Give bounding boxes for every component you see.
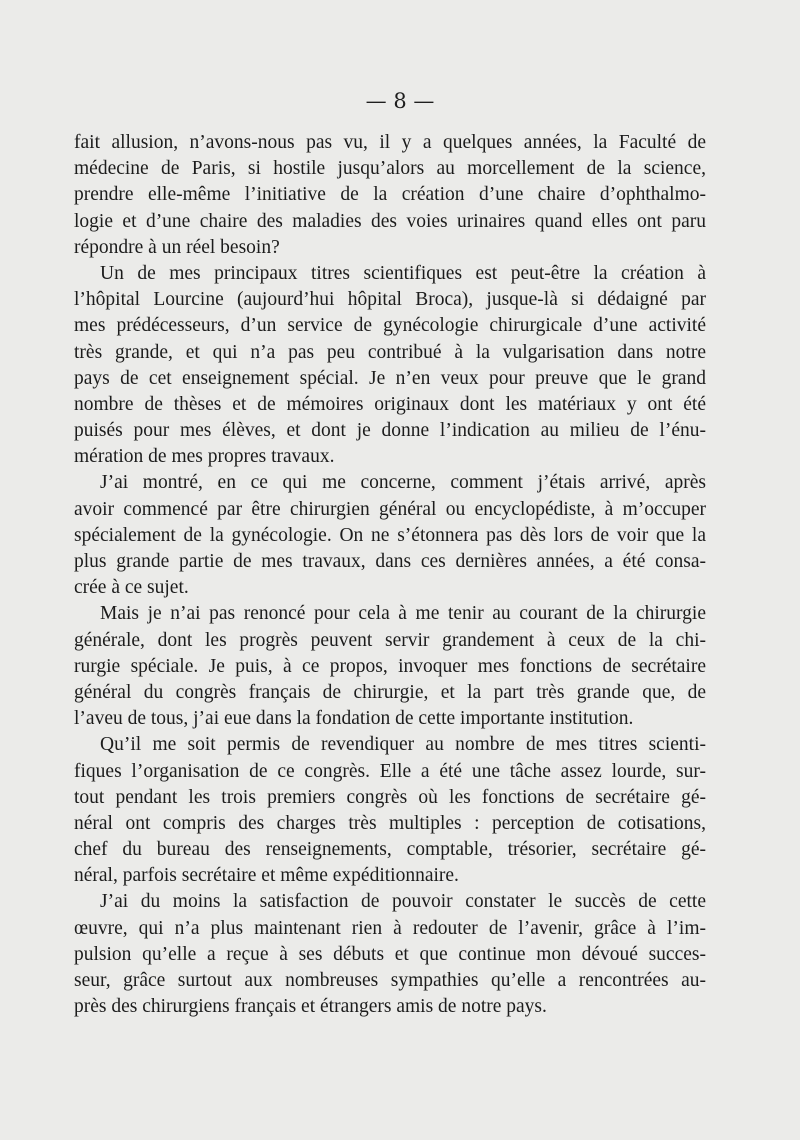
text-line: J’ai du moins la satisfaction de pouvoir constater le succès de cette [100, 891, 706, 913]
paragraph [74, 261, 706, 471]
text-line: répondre à un réel besoin? [74, 236, 280, 258]
text-line: néral, parfois secrétaire et même expéditionnaire. [74, 865, 459, 887]
text-line: Qu’il me soit permis de revendiquer au nombre de mes titres scienti- [100, 734, 706, 756]
text-line: général du congrès français de chirurgie, et la part très grande que, de [74, 681, 706, 703]
text-line: nombre de thèses et de mémoires originaux dont les matériaux y ont été [74, 393, 706, 415]
text-line: l’hôpital Lourcine (aujourd’hui hôpital Broca), jusque-là si dédaigné par [74, 289, 706, 311]
text-line: seur, grâce surtout aux nombreuses sympathies qu’elle a rencontrées au- [74, 970, 706, 991]
paragraph [74, 889, 706, 1020]
text-line: logie et d’une chaire des maladies des voies urinaires quand elles ont paru [74, 210, 706, 232]
text-line: J’ai montré, en ce qui me concerne, comment j’étais arrivé, après [100, 472, 706, 494]
text-line: crée à ce sujet. [74, 577, 189, 599]
paragraph [74, 130, 706, 261]
text-line: fait allusion, n’avons-nous pas vu, il y a quelques années, la Faculté de [74, 132, 706, 153]
text-line: fiques l’organisation de ce congrès. Elle a été une tâche assez lourde, sur- [74, 760, 706, 782]
text-line: très grande, et qui n’a pas peu contribué à la vulgarisation dans notre [74, 341, 706, 363]
text-line: avoir commencé par être chirurgien général ou encyclopédiste, à m’occuper [74, 498, 706, 520]
paragraph [74, 470, 706, 601]
page-number: — 8 — [365, 89, 435, 113]
text-line: pulsion qu’elle a reçue à ses débuts et que continue mon dévoué succes- [74, 943, 706, 965]
text-line: près des chirurgiens français et étrangers amis de notre pays. [74, 996, 547, 1018]
text-line: générale, dont les progrès peuvent servir grandement à ceux de la chi- [74, 629, 706, 651]
text-line: mération de mes propres travaux. [74, 446, 335, 468]
text-line: puisés pour mes élèves, et dont je donne l’indication au milieu de l’énu- [74, 420, 706, 442]
text-line: Mais je n’ai pas renoncé pour cela à me tenir au courant de la chirurgie [100, 603, 706, 625]
paragraph [74, 601, 706, 732]
body-text [74, 130, 706, 1020]
text-line: plus grande partie de mes travaux, dans ces dernières années, a été consa- [74, 551, 706, 572]
text-line: tout pendant les trois premiers congrès où les fonctions de secrétaire gé- [74, 786, 706, 808]
text-line: mes prédécesseurs, d’un service de gynécologie chirurgicale d’une activité [74, 315, 706, 337]
text-line: œuvre, qui n’a plus maintenant rien à redouter de l’avenir, grâce à l’im- [74, 917, 706, 939]
text-line: Un de mes principaux titres scientifiques est peut-être la création à [100, 262, 706, 284]
paragraph [74, 732, 706, 889]
text-line: chef du bureau des renseignements, comptable, trésorier, secrétaire gé- [74, 839, 706, 861]
text-line: pays de cet enseignement spécial. Je n’en veux pour preuve que le grand [74, 367, 706, 389]
text-line: médecine de Paris, si hostile jusqu’alors au morcellement de la science, [74, 158, 706, 180]
text-line: prendre elle-même l’initiative de la création d’une chaire d’ophthalmo- [74, 184, 706, 206]
text-line: l’aveu de tous, j’ai eue dans la fondation de cette importante institution. [74, 708, 634, 730]
text-line: néral ont compris des charges très multiples : perception de cotisations, [74, 812, 706, 834]
text-line: spécialement de la gynécologie. On ne s’étonnera pas dès lors de voir que la [74, 524, 706, 546]
text-line: rurgie spéciale. Je puis, à ce propos, invoquer mes fonctions de secrétaire [74, 655, 706, 677]
